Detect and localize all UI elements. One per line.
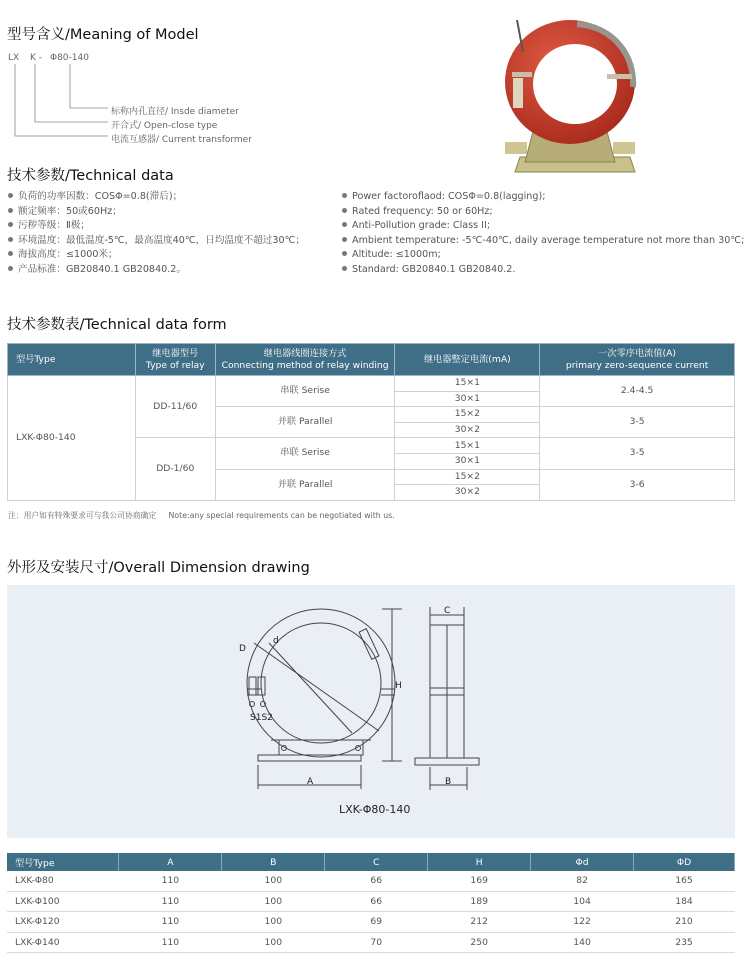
connection-cell: 串联 Serise — [215, 376, 395, 407]
spec-en-item: Rated frequency: 50 or 60Hz; — [342, 205, 744, 220]
dim-cell: 100 — [222, 932, 325, 953]
current-cell: 30×2 — [395, 485, 540, 501]
model-meaning-title: 型号含义/Meaning of Model — [7, 27, 199, 43]
spec-en-item: Anti-Pollution grade: Class II; — [342, 219, 744, 234]
technical-data-cn-list — [8, 190, 305, 278]
spec-en-item: Standard: GB20840.1 GB20840.2. — [342, 263, 744, 278]
dimension-caption: LXK-Φ80-140 — [339, 803, 411, 816]
dimension-drawing — [7, 585, 735, 838]
model-item-diameter: 标称内孔直径/ Insde diameter — [111, 107, 239, 117]
dim-header: ΦD — [634, 853, 735, 871]
model-code-lx: LX — [8, 53, 20, 63]
spec-cn-item: 环境温度：最低温度-5℃，最高温度40℃，日均温度不超过30℃； — [8, 234, 305, 249]
table-model-cell: LXK-Φ80-140 — [8, 376, 136, 501]
dim-cell: LXK-Φ120 — [7, 912, 119, 933]
label-d: d — [273, 636, 279, 646]
zero-seq-cell: 3-5 — [540, 407, 735, 438]
dimension-table — [7, 853, 735, 953]
label-D: D — [239, 644, 246, 654]
relay-type-cell: DD-11/60 — [135, 376, 215, 438]
dim-cell: 100 — [222, 871, 325, 891]
spec-en-item: Altitude: ≤1000m; — [342, 248, 744, 263]
current-cell: 15×2 — [395, 469, 540, 485]
dim-header: A — [119, 853, 222, 871]
dim-cell: 66 — [325, 871, 428, 891]
current-cell: 15×1 — [395, 438, 540, 454]
dim-cell: 82 — [531, 871, 634, 891]
dim-cell: 235 — [634, 932, 735, 953]
dim-cell: 184 — [634, 891, 735, 912]
connection-cell: 并联 Parallel — [215, 407, 395, 438]
spec-cn-item: 污秽等级：Ⅱ极； — [8, 219, 305, 234]
label-s1s2: S1S2 — [250, 713, 273, 723]
model-item-open: 开合式/ Open-close type — [111, 121, 218, 131]
label-A: A — [307, 777, 314, 787]
label-H: H — [395, 681, 402, 691]
product-photo — [495, 12, 645, 187]
dimension-drawing-panel — [7, 585, 735, 838]
dim-cell: 70 — [325, 932, 428, 953]
spec-en-item: Ambient temperature: -5℃-40℃, daily average temperature not more than 30℃; — [342, 234, 744, 249]
zero-seq-cell: 3-6 — [540, 469, 735, 500]
header-relay-type: 继电器型号 Type of relay — [135, 344, 215, 376]
current-cell: 30×1 — [395, 453, 540, 469]
dim-cell: 110 — [119, 871, 222, 891]
model-item-ct: 电流互感器/ Current transformer — [111, 135, 252, 145]
dim-cell: 110 — [119, 932, 222, 953]
dim-cell: 110 — [119, 912, 222, 933]
dim-cell: 100 — [222, 891, 325, 912]
spec-cn-item: 额定频率：50或60Hz； — [8, 205, 305, 220]
connection-cell: 并联 Parallel — [215, 469, 395, 500]
table-row — [7, 912, 735, 933]
spec-cn-item: 海拔高度：≤1000米； — [8, 248, 305, 263]
spec-cn-item: 产品标准：GB20840.1 GB20840.2。 — [8, 263, 305, 278]
header-type: 型号Type — [8, 344, 136, 376]
dim-cell: 165 — [634, 871, 735, 891]
technical-data-table — [7, 343, 735, 501]
current-cell: 15×2 — [395, 407, 540, 423]
dim-cell: 110 — [119, 891, 222, 912]
spec-cn-item: 负荷的功率因数：COSΦ=0.8(滞后)； — [8, 190, 305, 205]
dim-header: 型号Type — [7, 853, 119, 871]
dim-cell: 122 — [531, 912, 634, 933]
dim-cell: 250 — [428, 932, 531, 953]
dim-cell: LXK-Φ140 — [7, 932, 119, 953]
dim-cell: 66 — [325, 891, 428, 912]
technical-data-title: 技术参数/Technical data — [7, 168, 174, 184]
dim-cell: 100 — [222, 912, 325, 933]
header-zero-sequence: 一次零序电流值(A) primary zero-sequence current — [540, 344, 735, 376]
header-setting-current: 继电器整定电流(mA) — [395, 344, 540, 376]
table-row — [7, 891, 735, 912]
label-C: C — [444, 606, 451, 616]
dim-cell: 140 — [531, 932, 634, 953]
dim-header: C — [325, 853, 428, 871]
dim-header: H — [428, 853, 531, 871]
dim-cell: 212 — [428, 912, 531, 933]
model-code-k: K - — [30, 53, 43, 63]
dim-cell: 169 — [428, 871, 531, 891]
dim-cell: 210 — [634, 912, 735, 933]
relay-type-cell: DD-1/60 — [135, 438, 215, 500]
dim-cell: 104 — [531, 891, 634, 912]
header-connecting-method: 继电器线圈连接方式 Connecting method of relay winding — [215, 344, 395, 376]
zero-seq-cell: 3-5 — [540, 438, 735, 469]
dim-header: B — [222, 853, 325, 871]
current-cell: 30×2 — [395, 422, 540, 438]
dim-header: Φd — [531, 853, 634, 871]
dim-cell: 189 — [428, 891, 531, 912]
data-form-title: 技术参数表/Technical data form — [7, 317, 227, 333]
data-form-note: 注：用户如有特殊要求可与我公司协商确定 Note:any special requirements can be negotiated with us. — [8, 511, 395, 520]
label-B: B — [445, 777, 452, 787]
current-cell: 15×1 — [395, 376, 540, 392]
technical-data-en-list — [342, 190, 744, 278]
table-row — [7, 871, 735, 891]
dim-cell: LXK-Φ100 — [7, 891, 119, 912]
dimension-title: 外形及安装尺寸/Overall Dimension drawing — [7, 560, 310, 576]
zero-seq-cell: 2.4-4.5 — [540, 376, 735, 407]
dim-cell: LXK-Φ80 — [7, 871, 119, 891]
current-cell: 30×1 — [395, 391, 540, 407]
dim-cell: 69 — [325, 912, 428, 933]
connection-cell: 串联 Serise — [215, 438, 395, 469]
spec-en-item: Power factoroflaod: COSΦ=0.8(lagging); — [342, 190, 744, 205]
model-code-phi: Φ80-140 — [50, 53, 89, 63]
table-row — [7, 932, 735, 953]
